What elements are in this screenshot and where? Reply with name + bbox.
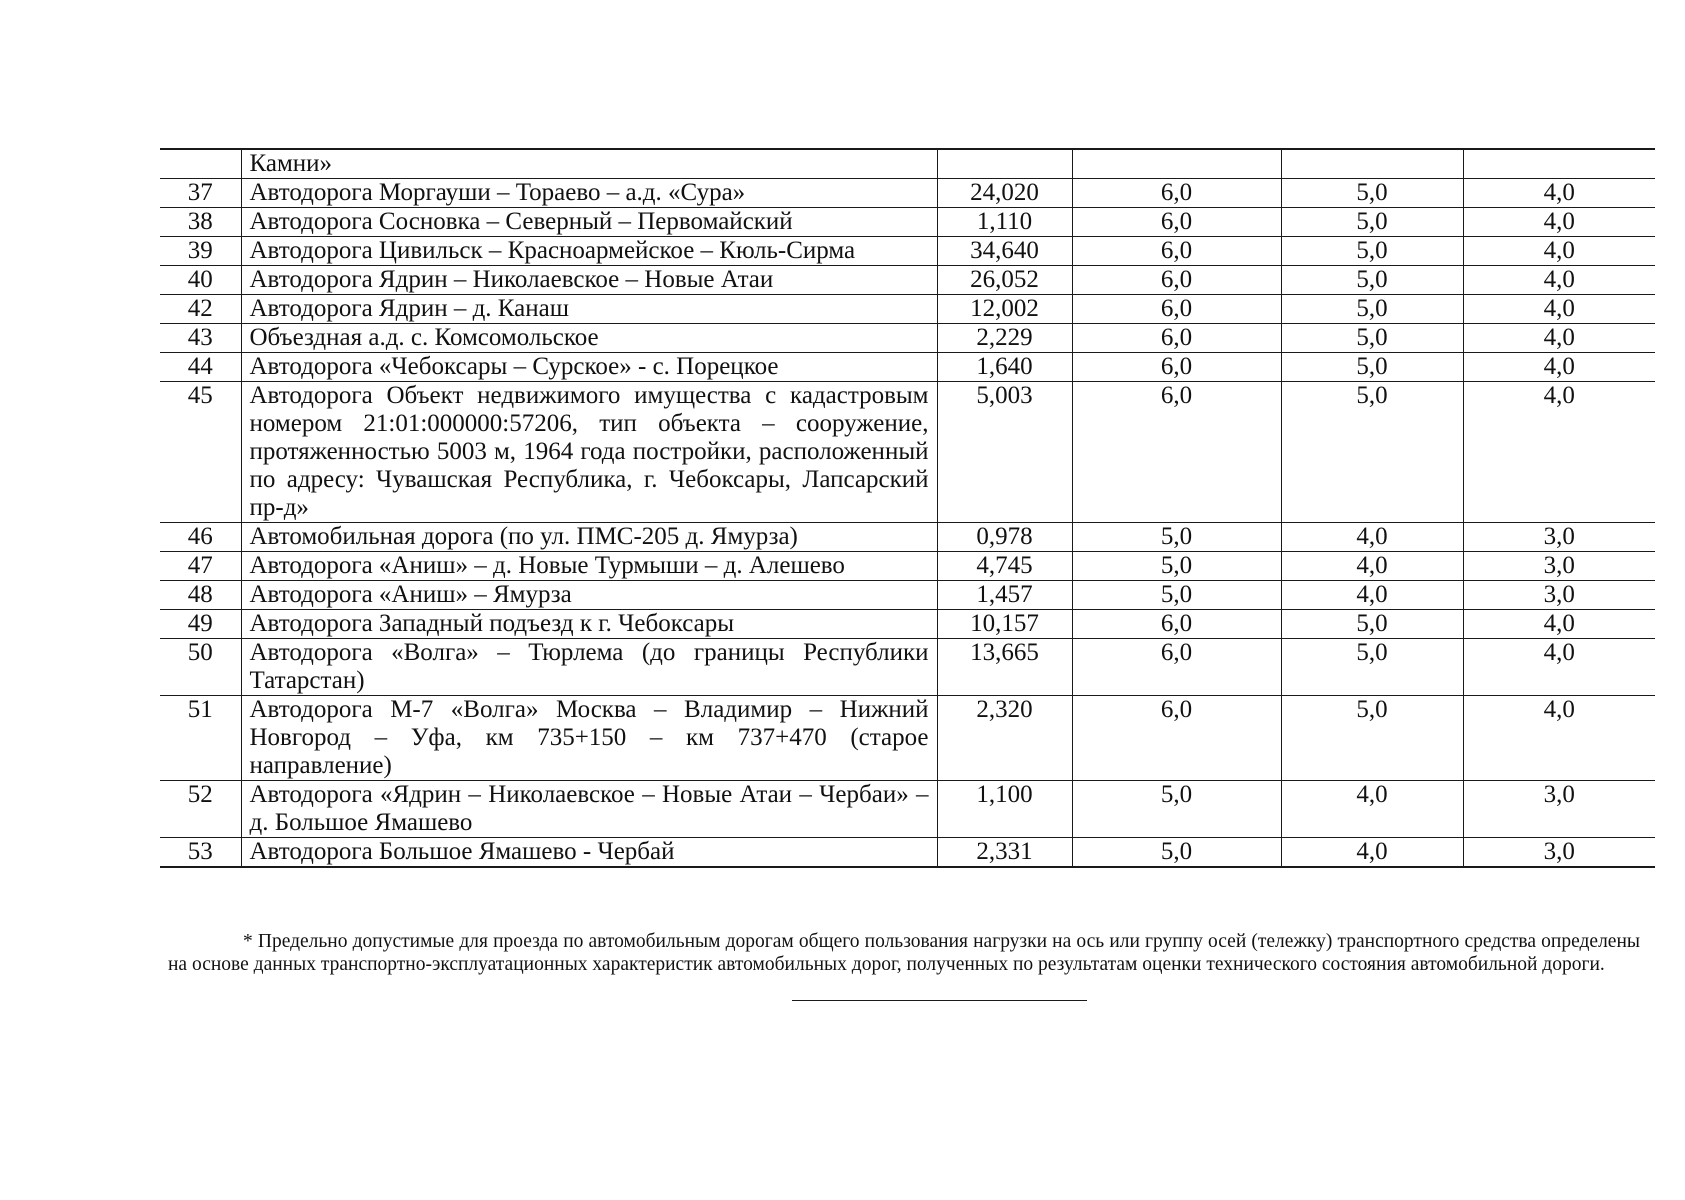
axle-load-single: 5,0 xyxy=(1072,781,1281,838)
road-length: 12,002 xyxy=(937,295,1072,324)
road-length: 2,229 xyxy=(937,324,1072,353)
row-number: 44 xyxy=(160,353,241,382)
axle-load-double: 5,0 xyxy=(1281,324,1463,353)
road-length: 1,457 xyxy=(937,581,1072,610)
row-number: 48 xyxy=(160,581,241,610)
road-name: Автодорога М-7 «Волга» Москва – Владимир – Нижний Новгород – Уфа, км 735+150 – км 737+470 (старое направление) xyxy=(241,696,937,781)
axle-load-double: 5,0 xyxy=(1281,353,1463,382)
axle-load-single: 5,0 xyxy=(1072,838,1281,868)
table-row xyxy=(160,581,1655,610)
axle-load-triple: 3,0 xyxy=(1463,838,1655,868)
row-number: 40 xyxy=(160,266,241,295)
table-row xyxy=(160,523,1655,552)
row-number: 52 xyxy=(160,781,241,838)
axle-load-single: 6,0 xyxy=(1072,237,1281,266)
axle-load-double: 5,0 xyxy=(1281,382,1463,523)
axle-load-double: 4,0 xyxy=(1281,581,1463,610)
axle-load-triple: 3,0 xyxy=(1463,523,1655,552)
road-name: Автомобильная дорога (по ул. ПМС-205 д. Ямурза) xyxy=(241,523,937,552)
road-length xyxy=(937,149,1072,179)
road-name: Автодорога Ядрин – д. Канаш xyxy=(241,295,937,324)
axle-load-triple: 4,0 xyxy=(1463,382,1655,523)
row-number: 37 xyxy=(160,179,241,208)
road-length: 1,110 xyxy=(937,208,1072,237)
road-length: 5,003 xyxy=(937,382,1072,523)
axle-load-double: 5,0 xyxy=(1281,610,1463,639)
table-row xyxy=(160,382,1655,523)
road-name: Камни» xyxy=(241,149,937,179)
table-row xyxy=(160,639,1655,696)
road-length: 2,320 xyxy=(937,696,1072,781)
axle-load-single: 6,0 xyxy=(1072,266,1281,295)
axle-load-triple: 3,0 xyxy=(1463,581,1655,610)
axle-load-single: 6,0 xyxy=(1072,179,1281,208)
table-row xyxy=(160,781,1655,838)
table-row xyxy=(160,266,1655,295)
road-name: Автодорога Сосновка – Северный – Первомайский xyxy=(241,208,937,237)
road-name: Автодорога Западный подъезд к г. Чебоксары xyxy=(241,610,937,639)
road-name: Автодорога Моргауши – Тораево – а.д. «Сура» xyxy=(241,179,937,208)
road-name: Автодорога Объект недвижимого имущества с кадастровым номером 21:01:000000:57206, тип объекта – сооружение, протяженностью 5003 м, 1964 года постройки, расположенный по адресу: Чувашская Республика, г. Чебоксары, Лапсарский пр-д» xyxy=(241,382,937,523)
axle-load-single xyxy=(1072,149,1281,179)
axle-load-triple: 4,0 xyxy=(1463,237,1655,266)
road-name: Автодорога «Аниш» – Ямурза xyxy=(241,581,937,610)
roads-table xyxy=(160,148,1655,868)
axle-load-double: 5,0 xyxy=(1281,237,1463,266)
axle-load-triple: 4,0 xyxy=(1463,696,1655,781)
axle-load-double: 5,0 xyxy=(1281,696,1463,781)
road-length: 13,665 xyxy=(937,639,1072,696)
row-number: 49 xyxy=(160,610,241,639)
road-length: 24,020 xyxy=(937,179,1072,208)
axle-load-triple: 4,0 xyxy=(1463,266,1655,295)
road-name: Автодорога Большое Ямашево - Чербай xyxy=(241,838,937,868)
axle-load-triple: 4,0 xyxy=(1463,610,1655,639)
road-length: 4,745 xyxy=(937,552,1072,581)
row-number: 42 xyxy=(160,295,241,324)
axle-load-double: 4,0 xyxy=(1281,523,1463,552)
road-length: 34,640 xyxy=(937,237,1072,266)
road-name: Автодорога Цивильск – Красноармейское – Кюль-Сирма xyxy=(241,237,937,266)
row-number: 47 xyxy=(160,552,241,581)
axle-load-double: 5,0 xyxy=(1281,639,1463,696)
axle-load-single: 6,0 xyxy=(1072,639,1281,696)
axle-load-double: 5,0 xyxy=(1281,179,1463,208)
axle-load-double: 4,0 xyxy=(1281,552,1463,581)
row-number: 45 xyxy=(160,382,241,523)
road-name: Автодорога «Чебоксары – Сурское» - с. Порецкое xyxy=(241,353,937,382)
axle-load-single: 6,0 xyxy=(1072,353,1281,382)
table-row xyxy=(160,353,1655,382)
table-row xyxy=(160,838,1655,868)
axle-load-double: 4,0 xyxy=(1281,838,1463,868)
axle-load-triple: 3,0 xyxy=(1463,552,1655,581)
road-name: Автодорога «Аниш» – д. Новые Турмыши – д. Алешево xyxy=(241,552,937,581)
axle-load-triple: 4,0 xyxy=(1463,295,1655,324)
axle-load-triple: 4,0 xyxy=(1463,208,1655,237)
row-number xyxy=(160,149,241,179)
table-row xyxy=(160,696,1655,781)
row-number: 39 xyxy=(160,237,241,266)
axle-load-single: 5,0 xyxy=(1072,581,1281,610)
table-row xyxy=(160,295,1655,324)
axle-load-single: 6,0 xyxy=(1072,382,1281,523)
road-name: Автодорога «Волга» – Тюрлема (до границы Республики Татарстан) xyxy=(241,639,937,696)
axle-load-single: 5,0 xyxy=(1072,523,1281,552)
road-length: 1,100 xyxy=(937,781,1072,838)
axle-load-double: 5,0 xyxy=(1281,295,1463,324)
road-length: 1,640 xyxy=(937,353,1072,382)
axle-load-triple: 4,0 xyxy=(1463,324,1655,353)
road-name: Автодорога «Ядрин – Николаевское – Новые Атаи – Чербаи» – д. Большое Ямашево xyxy=(241,781,937,838)
axle-load-single: 6,0 xyxy=(1072,208,1281,237)
road-name: Автодорога Ядрин – Николаевское – Новые Атаи xyxy=(241,266,937,295)
table-row xyxy=(160,179,1655,208)
table-row xyxy=(160,208,1655,237)
road-length: 0,978 xyxy=(937,523,1072,552)
axle-load-double: 5,0 xyxy=(1281,266,1463,295)
axle-load-triple: 4,0 xyxy=(1463,179,1655,208)
axle-load-double: 5,0 xyxy=(1281,208,1463,237)
road-name: Объездная а.д. с. Комсомольское xyxy=(241,324,937,353)
footnote: * Предельно допустимые для проезда по автомобильным дорогам общего пользования нагрузки на ось или группу осей (тележку) транспортного средства определены на основе данных транспортно-эксплуатационных характеристик автомобильных дорог, полученных по результатам оценки технического состояния автомобильной дороги. xyxy=(168,930,1640,975)
axle-load-single: 6,0 xyxy=(1072,696,1281,781)
row-number: 51 xyxy=(160,696,241,781)
row-number: 38 xyxy=(160,208,241,237)
table-row xyxy=(160,324,1655,353)
row-number: 43 xyxy=(160,324,241,353)
axle-load-triple: 4,0 xyxy=(1463,353,1655,382)
road-length: 26,052 xyxy=(937,266,1072,295)
axle-load-double: 4,0 xyxy=(1281,781,1463,838)
table-row xyxy=(160,552,1655,581)
axle-load-double xyxy=(1281,149,1463,179)
table-row xyxy=(160,149,1655,179)
table-row xyxy=(160,610,1655,639)
end-divider xyxy=(792,1000,1087,1001)
axle-load-single: 5,0 xyxy=(1072,552,1281,581)
axle-load-triple xyxy=(1463,149,1655,179)
road-length: 2,331 xyxy=(937,838,1072,868)
axle-load-single: 6,0 xyxy=(1072,324,1281,353)
row-number: 53 xyxy=(160,838,241,868)
axle-load-single: 6,0 xyxy=(1072,295,1281,324)
row-number: 50 xyxy=(160,639,241,696)
axle-load-triple: 3,0 xyxy=(1463,781,1655,838)
road-length: 10,157 xyxy=(937,610,1072,639)
axle-load-triple: 4,0 xyxy=(1463,639,1655,696)
axle-load-single: 6,0 xyxy=(1072,610,1281,639)
row-number: 46 xyxy=(160,523,241,552)
table-row xyxy=(160,237,1655,266)
